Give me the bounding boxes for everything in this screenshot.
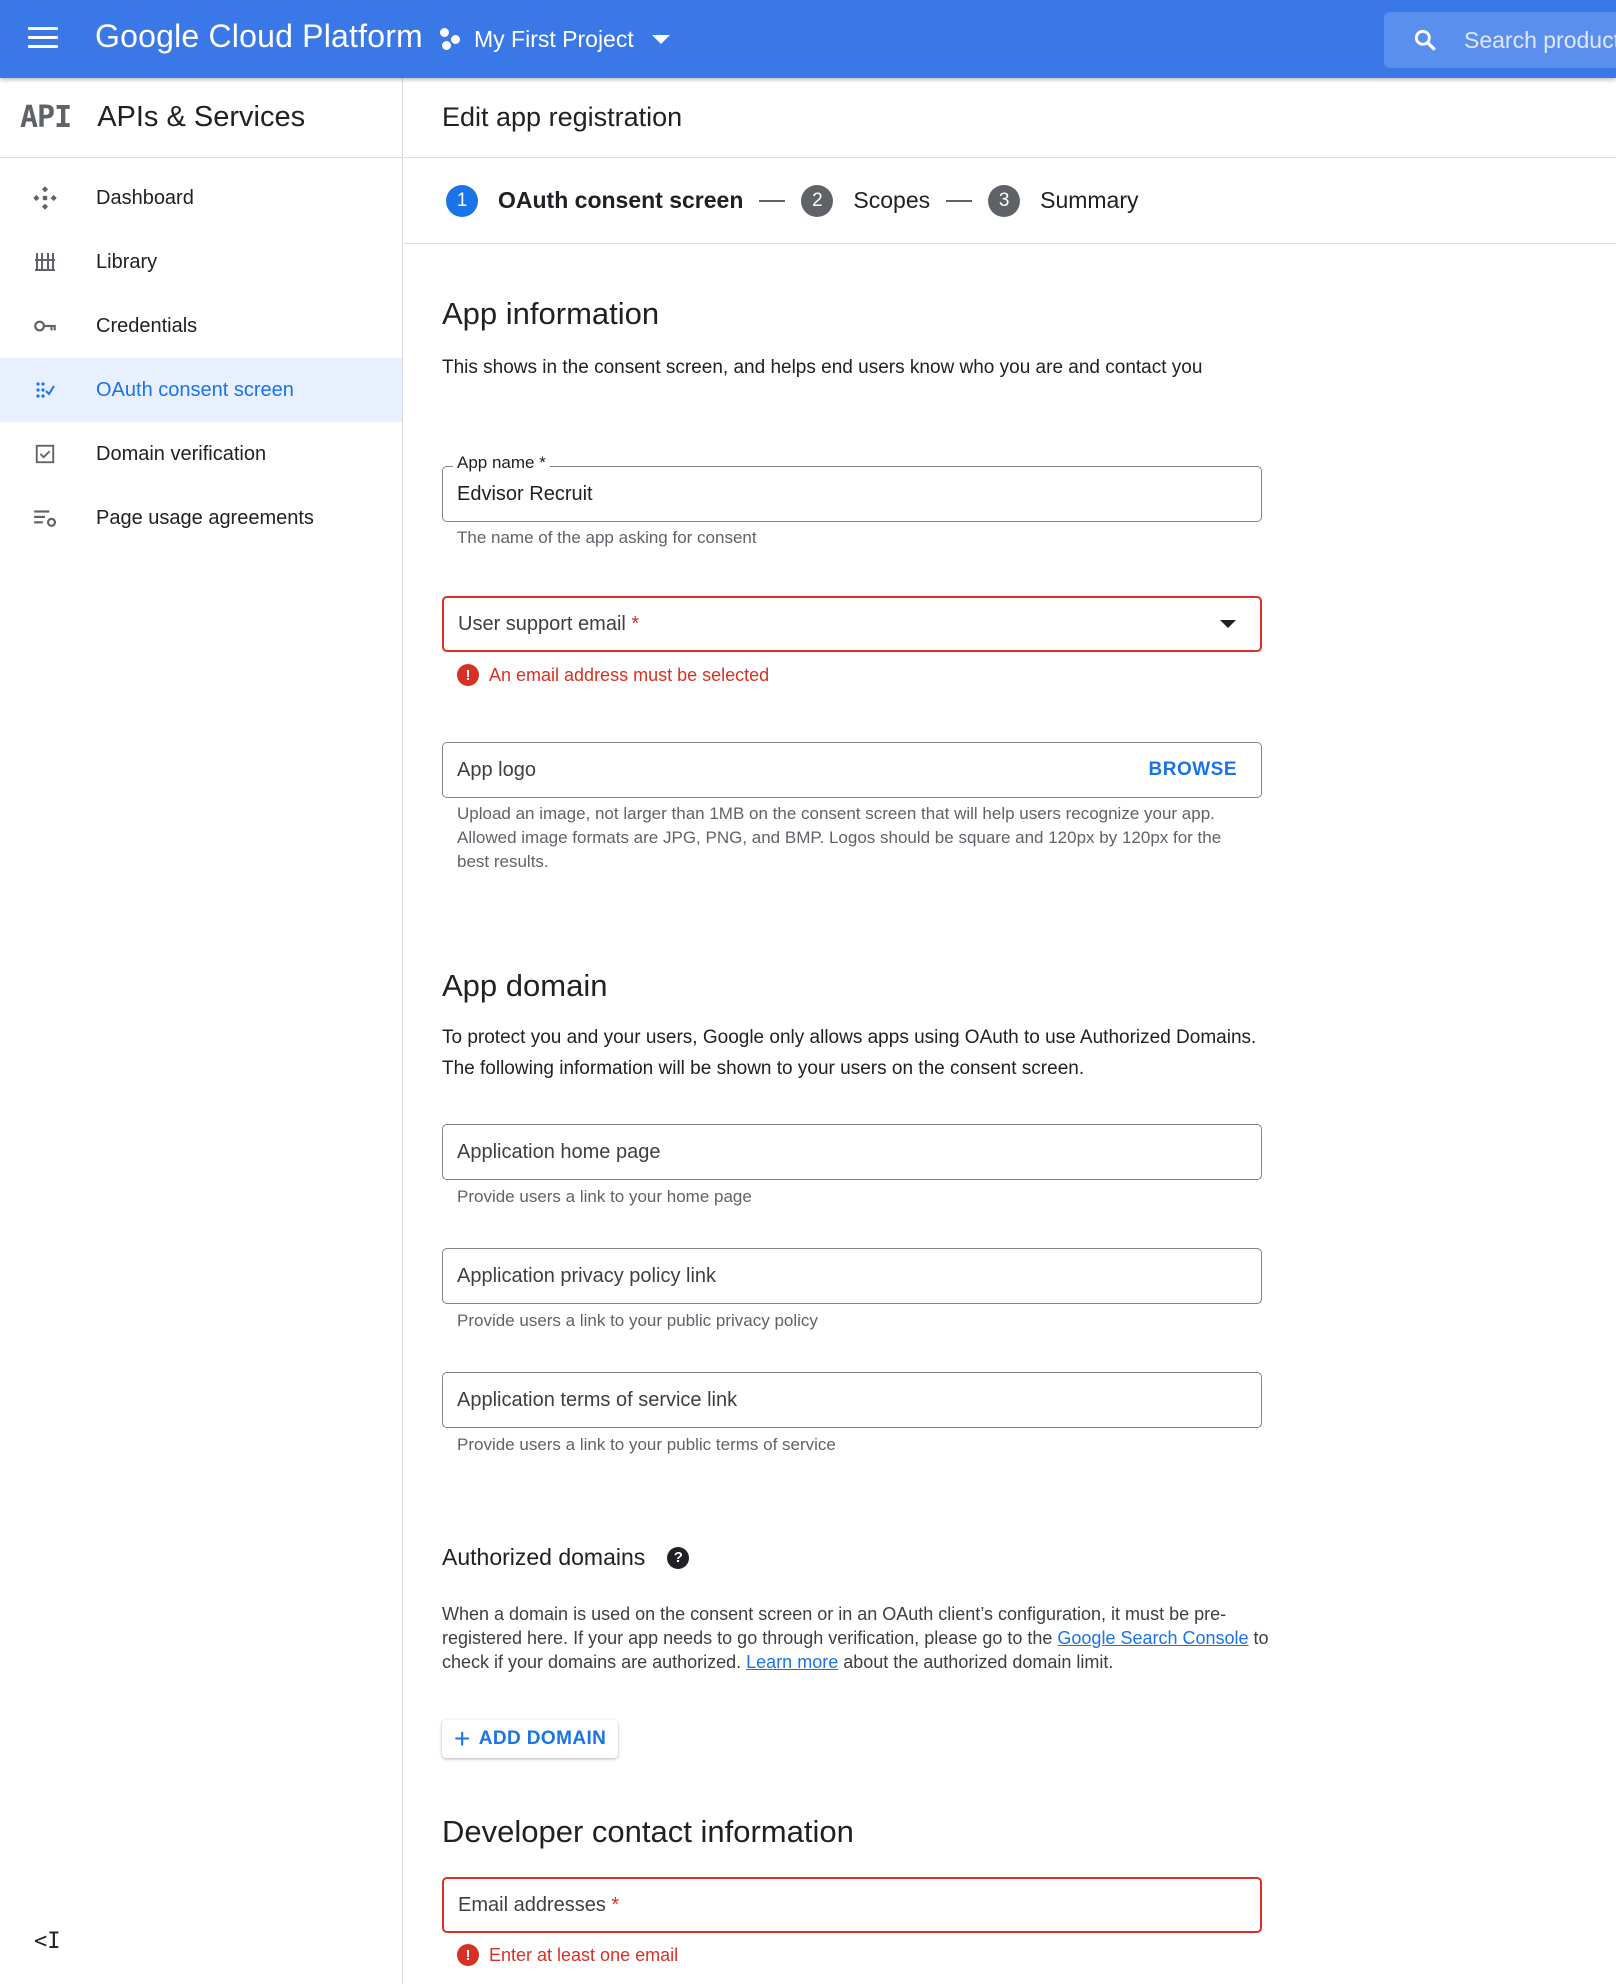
project-selector[interactable] [438,22,670,56]
stepper [404,158,1616,244]
terms-of-service-input[interactable] [442,1372,1262,1428]
home-page-hint: Provide users a link to your home page [457,1187,752,1206]
app-name-label: App name * [453,453,550,473]
description-text: When a domain is used on the consent screen or in an OAuth client’s configuration, it must be pre-registered here. If your app needs to go through verification, please go to the [442,1604,1227,1648]
step-divider [759,200,785,202]
app-logo-label: App logo [457,758,536,781]
sidebar-item-dashboard[interactable] [0,166,402,230]
brand-title[interactable]: Google Cloud Platform [95,18,423,54]
sidebar-item-label: OAuth consent screen [96,378,294,401]
sidebar-title: APIs & Services [97,101,306,133]
description-text: to check if your domains are authorized. [442,1628,1269,1672]
sidebar-item-label: Page usage agreements [96,506,314,529]
home-page-placeholder: Application home page [457,1140,661,1163]
sidebar-item-label: Domain verification [96,442,267,465]
sidebar-nav [0,166,402,550]
required-asterisk: * [611,1893,620,1916]
app-information-heading: App information [442,296,660,331]
add-domain-button[interactable] [442,1720,618,1758]
dashboard-icon [30,183,60,213]
description-text: about the authorized domain limit. [838,1652,1114,1672]
app-domain-description: To protect you and your users, Google only allows apps using OAuth to use Authorized Domains. The following information will be shown to your users on the consent screen. [442,1027,1257,1079]
plus-icon: + [454,1723,471,1754]
sidebar-header [0,78,402,158]
email-addresses-label: Email addresses [458,1893,606,1916]
search-input[interactable] [1464,27,1616,54]
browse-button[interactable]: BROWSE [1148,759,1237,780]
step-number: 3 [988,185,1020,217]
search-box[interactable] [1384,12,1616,68]
top-bar [0,0,1616,78]
privacy-policy-hint: Provide users a link to your public privacy policy [457,1311,818,1330]
terms-of-service-hint: Provide users a link to your public terms of service [457,1435,836,1454]
error-icon: ! [457,1944,479,1966]
sidebar-item-label: Dashboard [96,186,194,209]
consent-icon [30,375,60,405]
library-icon [30,247,60,277]
collapse-sidebar-button[interactable]: <I [34,1929,61,1954]
email-addresses-error [457,1944,678,1966]
authorized-domains-heading [442,1544,689,1571]
chevron-down-icon [652,35,670,44]
app-name-value[interactable]: Edvisor Recruit [457,482,593,505]
step-summary[interactable] [988,185,1138,217]
authorized-domains-title: Authorized domains [442,1544,646,1570]
project-icon [438,26,464,52]
key-icon [30,311,60,341]
developer-contact-heading: Developer contact information [442,1814,854,1849]
sidebar-item-label: Library [96,250,158,273]
project-name: My First Project [474,25,634,52]
privacy-policy-placeholder: Application privacy policy link [457,1264,717,1287]
error-icon: ! [457,664,479,686]
add-domain-label: ADD DOMAIN [478,1728,607,1749]
application-home-page-input[interactable] [442,1124,1262,1180]
error-text: An email address must be selected [489,664,770,685]
step-scopes[interactable] [801,185,930,217]
user-support-email-select[interactable] [442,596,1262,652]
sidebar [0,78,403,1984]
privacy-policy-input[interactable] [442,1248,1262,1304]
step-divider [946,200,972,202]
step-number: 2 [801,185,833,217]
sidebar-item-page-usage-agreements[interactable] [0,486,402,550]
page-header [404,78,1616,158]
app-logo-field[interactable] [442,742,1262,798]
menu-icon[interactable] [28,27,60,51]
sidebar-item-label: Credentials [96,314,198,337]
dropdown-arrow-icon[interactable] [1220,620,1236,628]
sidebar-item-domain-verification[interactable] [0,422,402,486]
user-support-email-label: User support email [458,612,626,635]
support-email-error [457,664,769,686]
checkbox-icon [30,439,60,469]
terms-of-service-placeholder: Application terms of service link [457,1388,738,1411]
step-label: Summary [1040,187,1139,213]
app-domain-heading: App domain [442,968,608,1003]
page-title: Edit app registration [442,102,683,132]
step-label: OAuth consent screen [498,187,744,213]
app-logo-hint: Upload an image, not larger than 1MB on the consent screen that will help users recognize your app. Allowed image formats are JPG, PNG, and BMP. Logos should be square and 120px by 120px for the best results. [457,804,1222,871]
sidebar-item-library[interactable] [0,230,402,294]
search-icon [1412,27,1438,53]
step-label: Scopes [853,187,931,213]
step-number: 1 [446,185,478,217]
learn-more-link[interactable]: Learn more [746,1652,839,1672]
step-oauth-consent-screen[interactable] [446,185,743,217]
error-text: Enter at least one email [489,1944,679,1965]
email-addresses-input[interactable] [442,1877,1262,1933]
help-icon[interactable]: ? [667,1547,689,1569]
api-logo: API [20,100,72,135]
settings-list-icon [30,503,60,533]
sidebar-item-oauth-consent-screen[interactable] [0,358,402,422]
google-search-console-link[interactable]: Google Search Console [1057,1628,1249,1648]
app-name-field[interactable] [442,453,1262,522]
authorized-domains-description [442,1602,1272,1674]
required-asterisk: * [631,612,640,635]
app-name-hint: The name of the app asking for consent [457,528,757,547]
app-information-description: This shows in the consent screen, and helps end users know who you are and contact you [442,357,1203,378]
sidebar-item-credentials[interactable] [0,294,402,358]
